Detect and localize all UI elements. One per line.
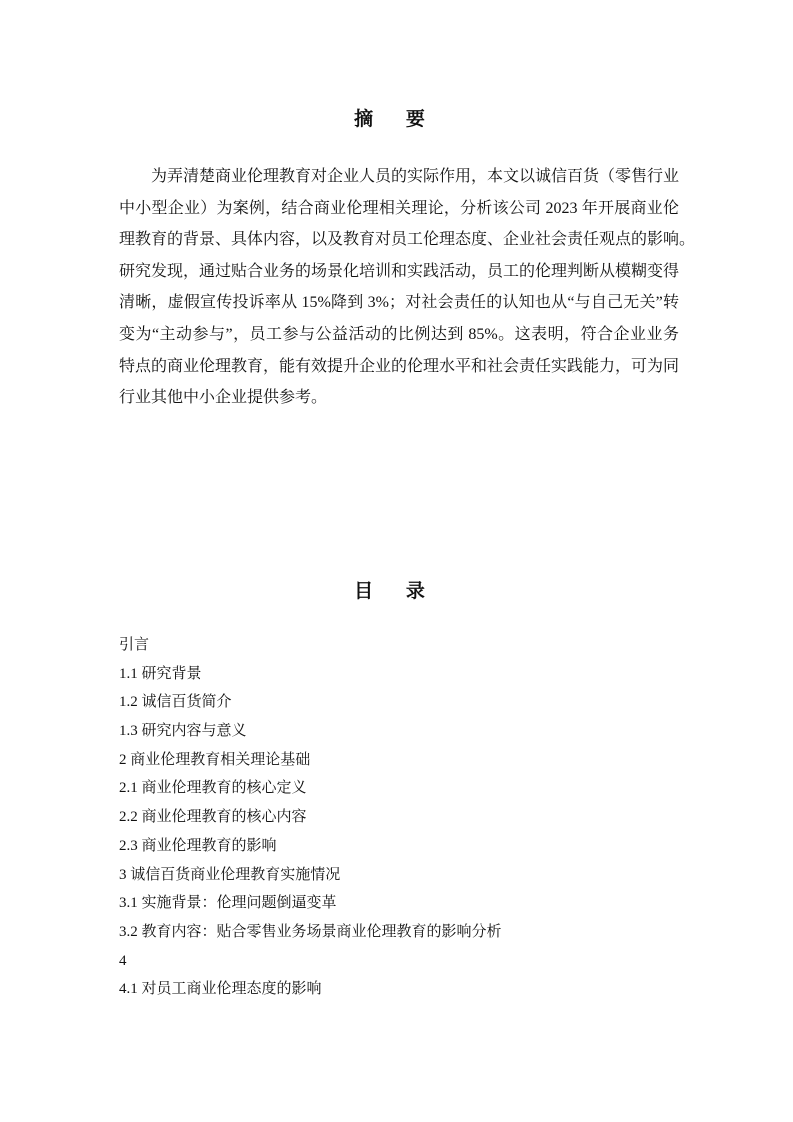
toc-item[interactable]: 1.2 诚信百货简介 (119, 694, 232, 711)
toc-item[interactable]: 1.1 研究背景 (119, 665, 202, 682)
toc-title: 目 录 (354, 581, 439, 602)
abstract-line: 理教育的背景、具体内容，以及教育对员工伦理态度、企业社会责任观点的影响。 (119, 231, 696, 249)
abstract-line: 行业其他中小企业提供参考。 (119, 389, 328, 407)
toc-item[interactable]: 2.2 商业伦理教育的核心内容 (119, 809, 307, 826)
abstract-line: 清晰，虚假宣传投诉率从 15%降到 3%；对社会责任的认知也从“与自己无关”转 (119, 294, 679, 312)
abstract-line: 中小型企业）为案例，结合商业伦理相关理论，分析该公司 2023 年开展商业伦 (119, 199, 679, 217)
toc-item[interactable]: 4.1 对员工商业伦理态度的影响 (119, 981, 322, 998)
toc-item[interactable]: 2.1 商业伦理教育的核心定义 (119, 780, 307, 797)
abstract-title: 摘 要 (354, 109, 439, 130)
toc-item[interactable]: 4 (119, 952, 127, 969)
toc-item[interactable]: 引言 (119, 637, 150, 653)
toc-item[interactable]: 2.3 商业伦理教育的影响 (119, 837, 277, 854)
abstract-line: 变为“主动参与”，员工参与公益活动的比例达到 85%。这表明，符合企业业务 (119, 325, 679, 343)
abstract-line: 为弄清楚商业伦理教育对企业人员的实际作用，本文以诚信百货（零售行业 (151, 168, 680, 185)
toc-item[interactable]: 3.2 教育内容：贴合零售业务场景商业伦理教育的影响分析 (119, 923, 502, 940)
abstract-line: 研究发现，通过贴合业务的场景化培训和实践活动，员工的伦理判断从模糊变得 (119, 262, 680, 280)
toc-item[interactable]: 1.3 研究内容与意义 (119, 723, 247, 740)
toc-item[interactable]: 2 商业伦理教育相关理论基础 (119, 751, 311, 768)
abstract-line: 特点的商业伦理教育，能有效提升企业的伦理水平和社会责任实践能力，可为同 (119, 357, 680, 375)
table-of-contents (119, 632, 502, 1005)
toc-item[interactable]: 3.1 实施背景：伦理问题倒逼变革 (119, 895, 337, 912)
toc-item[interactable]: 3 诚信百货商业伦理教育实施情况 (119, 866, 341, 883)
abstract-paragraph (119, 164, 696, 417)
